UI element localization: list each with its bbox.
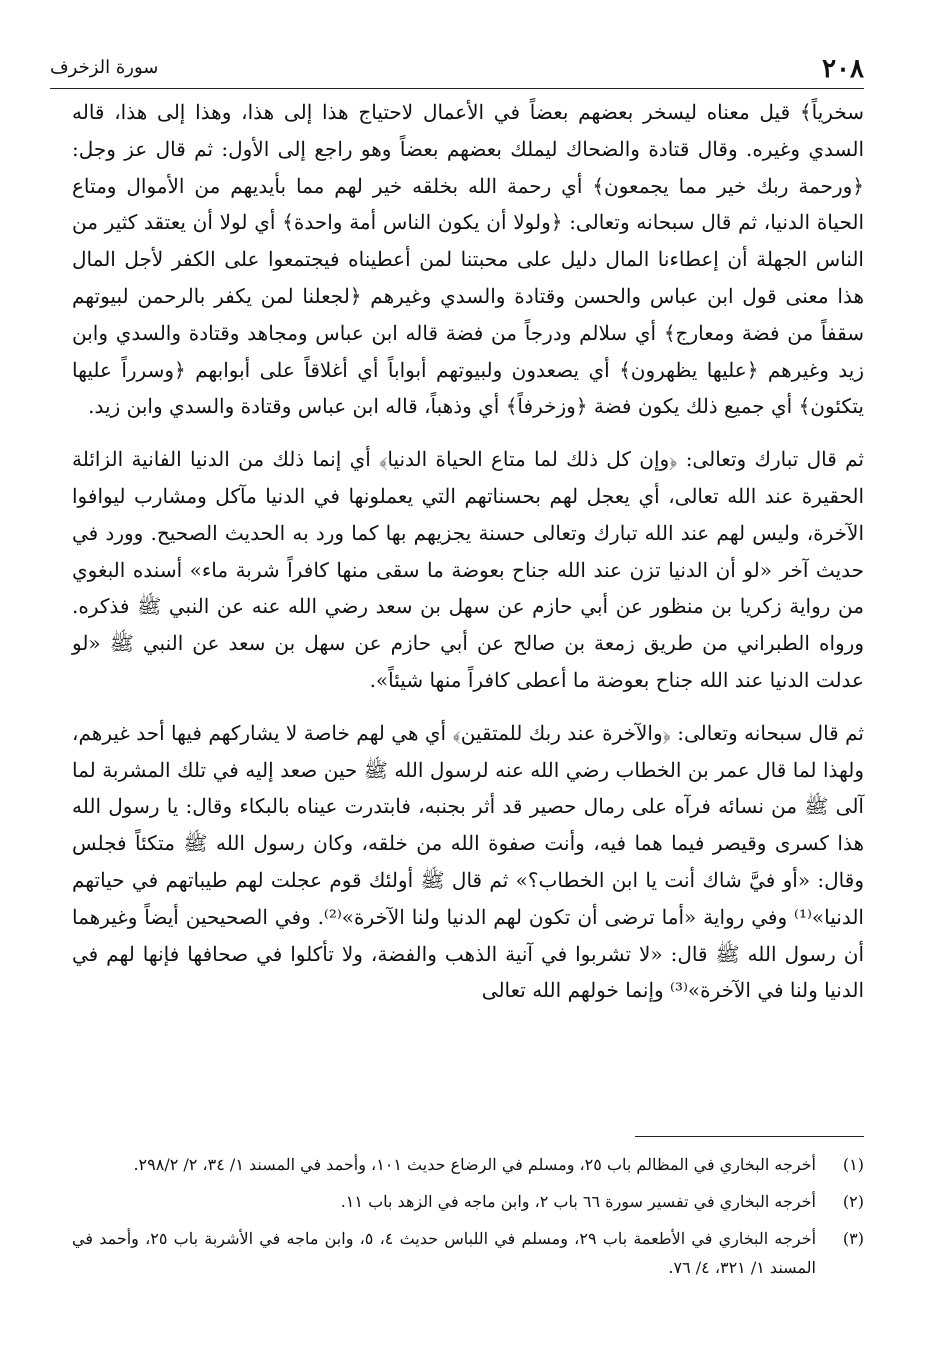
footnote-number: (٢) <box>842 1192 864 1211</box>
header-divider <box>50 88 864 89</box>
main-text <box>72 94 864 1009</box>
footnote-text: أخرجه البخاري في المظالم باب ٢٥، ومسلم في الرضاع حديث ١٠١، وأحمد في المسند ١/ ٣٤، ٢/ ٢٩٨/٢. <box>133 1155 816 1174</box>
paragraph: سخرياً﴾ قيل معناه ليسخر بعضهم بعضاً في الأعمال لاحتياج هذا إلى هذا، وهذا إلى هذا، قاله السدي وغيره. وقال قتادة والضحاك ليملك بعضهم بعضاً وهو راجع إلى الأول: ثم قال عز وجل: ﴿ورحمة ربك خير مما يجمعون﴾ أي رحمة الله بخلقه خير لهم مما بأيديهم من الأموال ومتاع الحياة الدنيا، ثم قال سبحانه وتعالى: ﴿ولولا أن يكون الناس أمة واحدة﴾ أي لولا أن يعتقد كثير من الناس الجهلة أن إعطاءنا المال دليل على محبتنا لمن أعطيناه فيجتمعوا على الكفر لأجل المال هذا معنى قول ابن عباس والحسن وقتادة والسدي وغيرهم ﴿لجعلنا لمن يكفر بالرحمن لبيوتهم سقفاً من فضة ومعارج﴾ أي سلالم ودرجاً من فضة قاله ابن عباس ومجاهد وقتادة والسدي وابن زيد وغيرهم ﴿عليها يظهرون﴾ أي يصعدون ولبيوتهم أبواباً أي أغلاقاً على أبوابهم ﴿وسرراً عليها يتكئون﴾ أي جميع ذلك يكون فضة ﴿وزخرفاً﴾ أي وذهباً، قاله ابن عباس وقتادة والسدي وابن زيد. <box>72 100 864 419</box>
footnote <box>72 1187 864 1216</box>
footnote-number: (١) <box>842 1155 864 1174</box>
footnotes <box>72 1150 864 1290</box>
footnote-divider <box>635 1136 864 1137</box>
footnote <box>72 1224 864 1282</box>
footnote-text: أخرجه البخاري في تفسير سورة ٦٦ باب ٢، وابن ماجه في الزهد باب ١١. <box>340 1192 816 1211</box>
page-number: ٢٠٨ <box>822 54 864 84</box>
surah-title: سورة الزخرف <box>50 57 159 78</box>
paragraph: ثم قال تبارك وتعالى: ﴿وإن كل ذلك لما متاع الحياة الدنيا﴾ أي إنما ذلك من الدنيا الفانية الزائلة الحقيرة عند الله تعالى، أي يعجل لهم بحسناتهم التي يعملونها في الدنيا مآكل ومشارب ليوافوا الآخرة، وليس لهم عند الله تبارك وتعالى حسنة يجزيهم بها كما ورد به الحديث الصحيح. وورد في حديث آخر «لو أن الدنيا تزن عند الله جناح بعوضة ما سقى منها كافراً شربة ماء» أسنده البغوي من رواية زكريا بن منظور عن أبي حازم عن سهل بن سعد رضي الله عنه عن النبي ﷺ فذكره. ورواه الطبراني من طريق زمعة بن صالح عن أبي حازم عن سهل بن سعد عن النبي ﷺ «لو عدلت الدنيا عند الله جناح بعوضة ما أعطى كافراً منها شيئاً». <box>72 447 864 692</box>
footnote <box>72 1150 864 1179</box>
paragraph: ثم قال سبحانه وتعالى: ﴿والآخرة عند ربك للمتقين﴾ أي هي لهم خاصة لا يشاركهم فيها أحد غيرهم، ولهذا لما قال عمر بن الخطاب رضي الله عنه لرسول الله ﷺ حين صعد إليه في تلك المشربة لما آلى ﷺ من نسائه فرآه على رمال حصير قد أثر بجنبه، فابتدرت عيناه بالبكاء وقال: يا رسول الله هذا كسرى وقيصر فيما هما فيه، وأنت صفوة الله من خلقه، وكان رسول الله ﷺ متكئاً فجلس وقال: «أو فيَّ شاك أنت يا ابن الخطاب؟» ثم قال ﷺ أولئك قوم عجلت لهم طيباتهم في حياتهم الدنيا»⁽¹⁾ وفي رواية «أما ترضى أن تكون لهم الدنيا ولنا الآخرة»⁽²⁾. وفي الصحيحين أيضاً وغيرهما أن رسول الله ﷺ قال: «لا تشربوا في آنية الذهب والفضة، ولا تأكلوا في صحافها فإنها لهم في الدنيا ولنا في الآخرة»⁽³⁾ وإنما خولهم الله تعالى <box>72 720 864 1003</box>
footnote-text: أخرجه البخاري في الأطعمة باب ٢٩، ومسلم في اللباس حديث ٤، ٥، وابن ماجه في الأشربة باب ٢٥، وأحمد في المسند ١/ ٣٢١، ٤/ ٧٦. <box>72 1229 817 1277</box>
footnote-number: (٣) <box>842 1229 864 1248</box>
page-header <box>50 40 864 84</box>
